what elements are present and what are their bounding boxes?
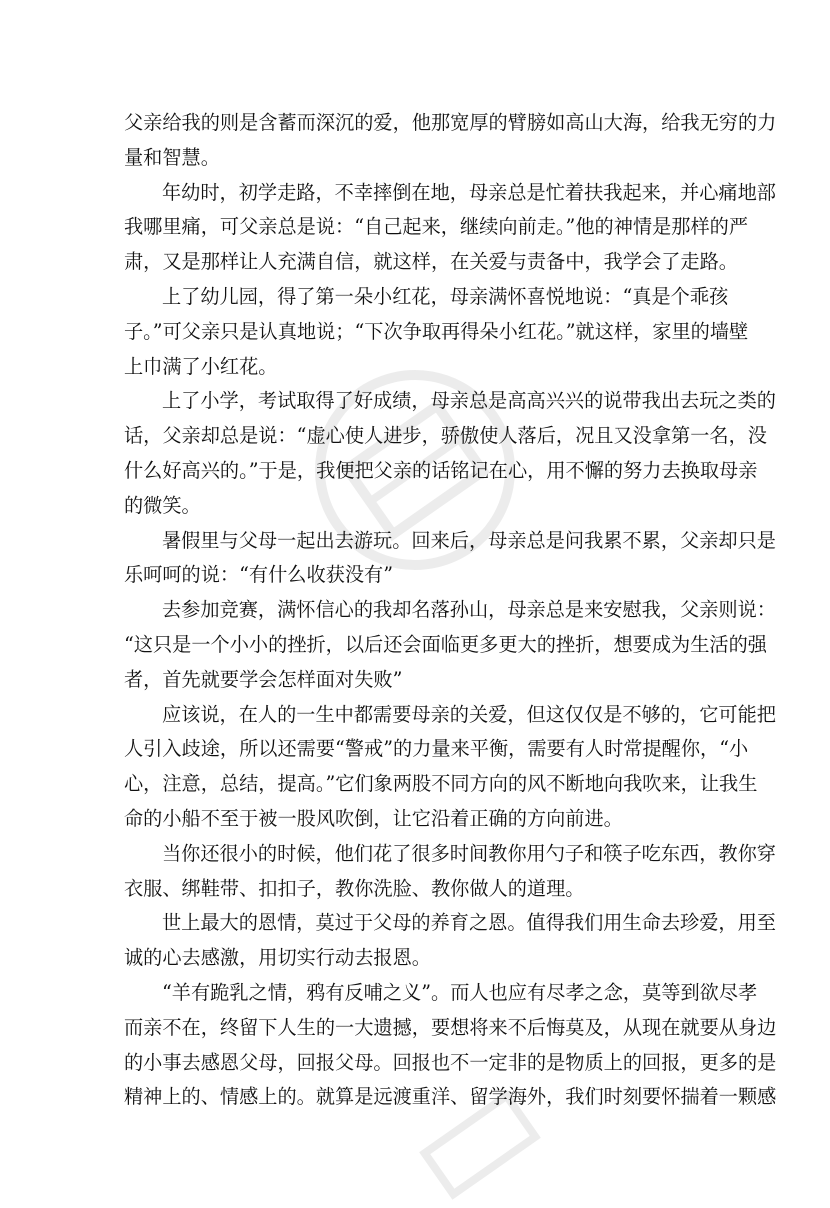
text-line: 肃，又是那样让人充满自信，就这样，在关爱与责备中，我学会了走路。 [124, 250, 738, 274]
text-line: 诚的心去感激，用切实行动去报恩。 [124, 946, 431, 970]
text-line: 话，父亲却总是说：“虚心使人进步，骄傲使人落后，况且又没拿第一名，没 [124, 424, 767, 448]
text-line: 上了小学，考试取得了好成绩，母亲总是高高兴兴的说带我出去玩之类的 [162, 389, 776, 413]
text-line: 上了幼儿园，得了第一朵小红花，母亲满怀喜悦地说：“真是个乖孩 [162, 284, 729, 308]
text-line: 我哪里痛，可父亲总是说：“自己起来，继续向前走。”他的神情是那样的严 [124, 215, 749, 239]
text-line: 衣服、绑鞋带、扣扣子，教你洗脸、教你做人的道理。 [124, 876, 585, 900]
text-line: 的微笑。 [124, 493, 201, 517]
text-line: 乐呵呵的说：“有什么收获没有” [124, 563, 394, 587]
text-line: 量和智慧。 [124, 145, 220, 169]
text-line: 世上最大的恩情，莫过于父母的养育之恩。值得我们用生命去珍爱，用至 [162, 911, 776, 935]
text-line: 子。”可父亲只是认真地说；“下次争取再得朵小红花。”就这样，家里的墙壁 [124, 319, 749, 343]
text-line: 心，注意，总结，提高。”它们象两股不同方向的风不断地向我吹来，让我生 [124, 772, 758, 796]
text-line: 人引入歧途，所以还需要“警戒”的力量来平衡，需要有人时常提醒你，“小 [124, 737, 749, 761]
text-line: 暑假里与父母一起出去游玩。回来后，母亲总是问我累不累，父亲却只是 [162, 528, 776, 552]
text-line: 上巾满了小红花。 [124, 354, 278, 378]
text-line: 命的小船不至于被一股风吹倒，让它沿着正确的方向前进。 [124, 806, 623, 830]
text-line: 精神上的、情感上的。就算是远渡重洋、留学海外，我们时刻要怀揣着一颗感 [124, 1085, 777, 1109]
text-line: 应该说，在人的一生中都需要母亲的关爱，但这仅仅是不够的，它可能把 [162, 702, 776, 726]
text-line: 当你还很小的时候，他们花了很多时间教你用勺子和筷子吃东西，教你穿 [162, 841, 776, 865]
text-line: 年幼时，初学走路，不幸摔倒在地，母亲总是忙着扶我起来，并心痛地部 [162, 180, 776, 204]
text-line: 去参加竞赛，满怀信心的我却名落孙山，母亲总是来安慰我，父亲则说： [162, 598, 776, 622]
text-line: “这只是一个小小的挫折，以后还会面临更多更大的挫折，想要成为生活的强 [124, 632, 767, 656]
text-line: 的小事去感恩父母，回报父母。回报也不一定非的是物质上的回报，更多的是 [124, 1050, 777, 1074]
text-line: 父亲给我的则是含蓄而深沉的爱，他那宽厚的臂膀如高山大海，给我无穷的力 [124, 111, 777, 134]
text-line: 者，首先就要学会怎样面对失败” [124, 667, 403, 691]
text-line: “羊有跪乳之情，鸦有反哺之义”。而人也应有尽孝之念，莫等到欲尽孝 [162, 980, 758, 1004]
text-line: 而亲不在，终留下人生的一大遗撼，要想将来不后悔莫及，从现在就要从身边 [124, 1015, 777, 1039]
text-line: 什么好高兴的。”于是，我便把父亲的话铭记在心，用不懈的努力去换取母亲 [124, 458, 758, 482]
document-body [124, 106, 777, 1115]
